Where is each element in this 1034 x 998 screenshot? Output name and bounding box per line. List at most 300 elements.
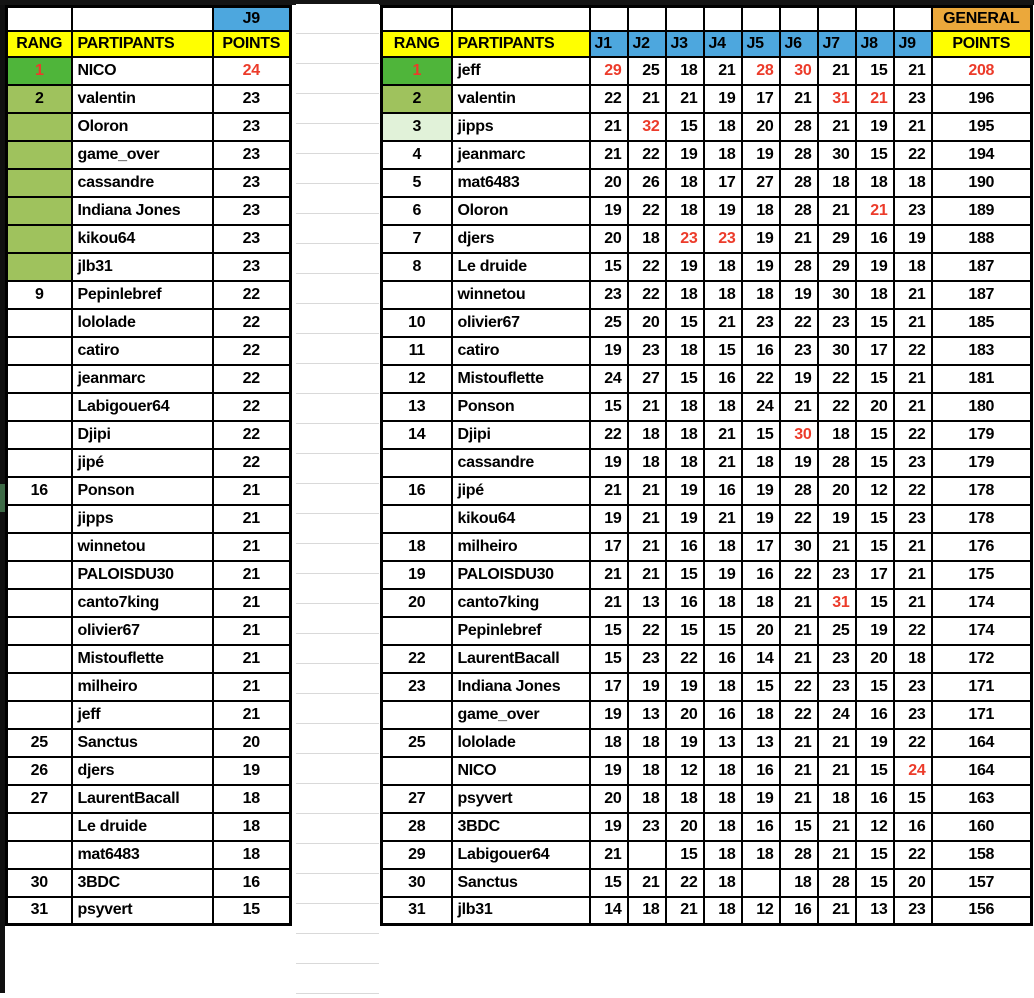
participant-cell[interactable]: Labigouer64 bbox=[452, 841, 590, 869]
rank-cell[interactable] bbox=[7, 701, 72, 729]
points-cell[interactable]: 208 bbox=[932, 57, 1032, 85]
day-score-cell[interactable]: 21 bbox=[856, 197, 894, 225]
day-score-cell[interactable]: 25 bbox=[818, 617, 856, 645]
rank-cell[interactable] bbox=[382, 281, 452, 309]
day-score-cell[interactable]: 29 bbox=[818, 253, 856, 281]
points-cell[interactable]: 21 bbox=[213, 533, 291, 561]
day-score-cell[interactable]: 21 bbox=[780, 729, 818, 757]
day-label-cell[interactable]: J9 bbox=[213, 7, 291, 31]
points-cell[interactable]: 22 bbox=[213, 393, 291, 421]
participant-cell[interactable]: LaurentBacall bbox=[72, 785, 213, 813]
rank-cell[interactable]: 31 bbox=[382, 897, 452, 925]
day-score-cell[interactable]: 20 bbox=[590, 785, 628, 813]
day-score-cell[interactable]: 13 bbox=[856, 897, 894, 925]
day-score-cell[interactable]: 12 bbox=[666, 757, 704, 785]
day-score-cell[interactable]: 15 bbox=[590, 869, 628, 897]
day-score-cell[interactable]: 23 bbox=[818, 673, 856, 701]
points-cell[interactable]: 23 bbox=[213, 85, 291, 113]
day-score-cell[interactable]: 22 bbox=[818, 365, 856, 393]
day-score-cell[interactable]: 28 bbox=[780, 169, 818, 197]
empty-cell[interactable] bbox=[382, 7, 452, 31]
day-score-cell[interactable]: 28 bbox=[818, 449, 856, 477]
points-cell[interactable]: 20 bbox=[213, 729, 291, 757]
rank-cell[interactable] bbox=[7, 393, 72, 421]
day-score-cell[interactable]: 18 bbox=[704, 813, 742, 841]
participant-cell[interactable]: jeanmarc bbox=[72, 365, 213, 393]
day-score-cell[interactable]: 15 bbox=[856, 505, 894, 533]
points-cell[interactable]: 16 bbox=[213, 869, 291, 897]
day-score-cell[interactable]: 24 bbox=[742, 393, 780, 421]
day-score-cell[interactable]: 17 bbox=[590, 673, 628, 701]
points-cell[interactable]: 23 bbox=[213, 197, 291, 225]
day-score-cell[interactable]: 19 bbox=[666, 673, 704, 701]
participant-cell[interactable]: jlb31 bbox=[452, 897, 590, 925]
day-score-cell[interactable]: 22 bbox=[894, 841, 932, 869]
rank-cell[interactable] bbox=[7, 449, 72, 477]
day-score-cell[interactable]: 13 bbox=[628, 589, 666, 617]
day-score-cell[interactable]: 21 bbox=[628, 85, 666, 113]
day-score-cell[interactable]: 23 bbox=[894, 897, 932, 925]
day-score-cell[interactable]: 21 bbox=[704, 449, 742, 477]
day-score-cell[interactable]: 24 bbox=[894, 757, 932, 785]
participant-cell[interactable]: Labigouer64 bbox=[72, 393, 213, 421]
day-score-cell[interactable]: 13 bbox=[628, 701, 666, 729]
day-score-cell[interactable]: 27 bbox=[628, 365, 666, 393]
empty-cell[interactable] bbox=[628, 7, 666, 31]
day-score-cell[interactable]: 18 bbox=[628, 225, 666, 253]
participant-cell[interactable]: jipps bbox=[452, 113, 590, 141]
day-score-cell[interactable]: 31 bbox=[818, 85, 856, 113]
participant-cell[interactable]: jipé bbox=[452, 477, 590, 505]
rank-cell[interactable]: 30 bbox=[7, 869, 72, 897]
day-score-cell[interactable]: 19 bbox=[590, 337, 628, 365]
day-score-cell[interactable]: 19 bbox=[628, 673, 666, 701]
day-header-j9[interactable]: J9 bbox=[894, 31, 932, 57]
empty-cell[interactable] bbox=[590, 7, 628, 31]
points-cell[interactable]: 190 bbox=[932, 169, 1032, 197]
day-score-cell[interactable]: 18 bbox=[704, 253, 742, 281]
participant-cell[interactable]: Mistouflette bbox=[72, 645, 213, 673]
day-score-cell[interactable]: 18 bbox=[704, 841, 742, 869]
day-score-cell[interactable]: 23 bbox=[628, 645, 666, 673]
day-score-cell[interactable] bbox=[628, 841, 666, 869]
participant-cell[interactable]: lololade bbox=[72, 309, 213, 337]
day-score-cell[interactable]: 19 bbox=[590, 197, 628, 225]
day-score-cell[interactable]: 23 bbox=[894, 449, 932, 477]
participants-header[interactable]: PARTIPANTS bbox=[72, 31, 213, 57]
participant-cell[interactable]: cassandre bbox=[452, 449, 590, 477]
day-score-cell[interactable]: 20 bbox=[742, 617, 780, 645]
participant-cell[interactable]: cassandre bbox=[72, 169, 213, 197]
day-score-cell[interactable]: 15 bbox=[666, 365, 704, 393]
points-cell[interactable]: 22 bbox=[213, 365, 291, 393]
day-score-cell[interactable]: 23 bbox=[818, 561, 856, 589]
rank-cell[interactable] bbox=[7, 225, 72, 253]
rank-cell[interactable] bbox=[382, 617, 452, 645]
day-score-cell[interactable]: 21 bbox=[590, 141, 628, 169]
rank-cell[interactable] bbox=[7, 309, 72, 337]
participant-cell[interactable]: Oloron bbox=[72, 113, 213, 141]
day-score-cell[interactable]: 18 bbox=[818, 421, 856, 449]
day-score-cell[interactable]: 21 bbox=[704, 421, 742, 449]
day-score-cell[interactable]: 23 bbox=[628, 337, 666, 365]
day-score-cell[interactable]: 19 bbox=[666, 477, 704, 505]
day-score-cell[interactable]: 23 bbox=[894, 197, 932, 225]
day-score-cell[interactable]: 18 bbox=[742, 449, 780, 477]
day-score-cell[interactable]: 18 bbox=[704, 785, 742, 813]
day-score-cell[interactable]: 21 bbox=[818, 729, 856, 757]
day-score-cell[interactable]: 15 bbox=[666, 617, 704, 645]
day-score-cell[interactable]: 19 bbox=[704, 197, 742, 225]
rank-cell[interactable]: 11 bbox=[382, 337, 452, 365]
points-cell[interactable]: 178 bbox=[932, 477, 1032, 505]
participants-header[interactable]: PARTIPANTS bbox=[452, 31, 590, 57]
points-cell[interactable]: 156 bbox=[932, 897, 1032, 925]
day-score-cell[interactable]: 19 bbox=[742, 253, 780, 281]
rank-cell[interactable] bbox=[7, 253, 72, 281]
day-score-cell[interactable]: 22 bbox=[628, 617, 666, 645]
participant-cell[interactable]: Djipi bbox=[452, 421, 590, 449]
points-cell[interactable]: 18 bbox=[213, 813, 291, 841]
day-score-cell[interactable]: 15 bbox=[856, 757, 894, 785]
day-score-cell[interactable]: 15 bbox=[704, 337, 742, 365]
day-score-cell[interactable]: 30 bbox=[780, 57, 818, 85]
points-cell[interactable]: 21 bbox=[213, 701, 291, 729]
points-cell[interactable]: 171 bbox=[932, 701, 1032, 729]
rank-cell[interactable]: 9 bbox=[7, 281, 72, 309]
day-score-cell[interactable]: 15 bbox=[856, 841, 894, 869]
day-score-cell[interactable]: 19 bbox=[856, 113, 894, 141]
day-score-cell[interactable]: 21 bbox=[628, 505, 666, 533]
points-cell[interactable]: 187 bbox=[932, 281, 1032, 309]
day-score-cell[interactable]: 21 bbox=[590, 477, 628, 505]
rank-cell[interactable]: 1 bbox=[382, 57, 452, 85]
rank-cell[interactable]: 22 bbox=[382, 645, 452, 673]
day-score-cell[interactable]: 26 bbox=[628, 169, 666, 197]
day-score-cell[interactable]: 21 bbox=[894, 561, 932, 589]
day-score-cell[interactable]: 19 bbox=[590, 505, 628, 533]
day-score-cell[interactable]: 21 bbox=[704, 57, 742, 85]
points-cell[interactable]: 21 bbox=[213, 673, 291, 701]
day-score-cell[interactable]: 18 bbox=[704, 757, 742, 785]
points-cell[interactable]: 21 bbox=[213, 645, 291, 673]
day-score-cell[interactable]: 21 bbox=[894, 57, 932, 85]
empty-cell[interactable] bbox=[7, 7, 72, 31]
rank-cell[interactable] bbox=[7, 589, 72, 617]
rank-cell[interactable]: 31 bbox=[7, 897, 72, 925]
participant-cell[interactable]: valentin bbox=[452, 85, 590, 113]
participant-cell[interactable]: Oloron bbox=[452, 197, 590, 225]
participant-cell[interactable]: djers bbox=[72, 757, 213, 785]
day-score-cell[interactable]: 12 bbox=[856, 477, 894, 505]
participant-cell[interactable]: LaurentBacall bbox=[452, 645, 590, 673]
day-score-cell[interactable]: 19 bbox=[856, 617, 894, 645]
day-score-cell[interactable]: 22 bbox=[666, 645, 704, 673]
rank-cell[interactable]: 2 bbox=[7, 85, 72, 113]
day-score-cell[interactable]: 21 bbox=[818, 57, 856, 85]
day-score-cell[interactable]: 23 bbox=[818, 645, 856, 673]
day-score-cell[interactable]: 21 bbox=[628, 533, 666, 561]
points-cell[interactable]: 160 bbox=[932, 813, 1032, 841]
day-score-cell[interactable]: 19 bbox=[666, 141, 704, 169]
day-score-cell[interactable]: 22 bbox=[628, 253, 666, 281]
day-score-cell[interactable]: 18 bbox=[704, 113, 742, 141]
day-score-cell[interactable]: 15 bbox=[742, 421, 780, 449]
day-score-cell[interactable]: 19 bbox=[590, 449, 628, 477]
rank-cell[interactable]: 6 bbox=[382, 197, 452, 225]
points-cell[interactable]: 22 bbox=[213, 309, 291, 337]
day-score-cell[interactable]: 30 bbox=[818, 337, 856, 365]
rank-cell[interactable] bbox=[7, 645, 72, 673]
day-score-cell[interactable]: 18 bbox=[742, 281, 780, 309]
day-score-cell[interactable]: 12 bbox=[856, 813, 894, 841]
rank-cell[interactable]: 16 bbox=[382, 477, 452, 505]
rank-cell[interactable] bbox=[382, 505, 452, 533]
day-score-cell[interactable]: 21 bbox=[818, 841, 856, 869]
points-cell[interactable]: 183 bbox=[932, 337, 1032, 365]
day-score-cell[interactable]: 19 bbox=[590, 813, 628, 841]
rank-cell[interactable] bbox=[382, 757, 452, 785]
rank-cell[interactable] bbox=[382, 701, 452, 729]
day-score-cell[interactable]: 15 bbox=[856, 421, 894, 449]
day-score-cell[interactable]: 18 bbox=[780, 869, 818, 897]
day-score-cell[interactable]: 22 bbox=[780, 309, 818, 337]
day-score-cell[interactable]: 15 bbox=[856, 673, 894, 701]
day-score-cell[interactable]: 21 bbox=[818, 197, 856, 225]
day-score-cell[interactable]: 21 bbox=[628, 393, 666, 421]
day-score-cell[interactable]: 19 bbox=[704, 561, 742, 589]
day-score-cell[interactable]: 14 bbox=[742, 645, 780, 673]
rank-cell[interactable]: 2 bbox=[382, 85, 452, 113]
day-header-j2[interactable]: J2 bbox=[628, 31, 666, 57]
day-score-cell[interactable]: 21 bbox=[818, 113, 856, 141]
day-score-cell[interactable]: 23 bbox=[894, 701, 932, 729]
day-score-cell[interactable]: 24 bbox=[818, 701, 856, 729]
day-score-cell[interactable]: 15 bbox=[590, 617, 628, 645]
day-score-cell[interactable]: 18 bbox=[628, 785, 666, 813]
empty-cell[interactable] bbox=[666, 7, 704, 31]
points-cell[interactable]: 24 bbox=[213, 57, 291, 85]
participant-cell[interactable]: olivier67 bbox=[452, 309, 590, 337]
day-score-cell[interactable]: 18 bbox=[666, 57, 704, 85]
day-score-cell[interactable]: 22 bbox=[742, 365, 780, 393]
day-score-cell[interactable]: 22 bbox=[780, 505, 818, 533]
day-score-cell[interactable]: 18 bbox=[818, 169, 856, 197]
points-cell[interactable]: 18 bbox=[213, 841, 291, 869]
day-score-cell[interactable]: 15 bbox=[666, 841, 704, 869]
participant-cell[interactable]: jeanmarc bbox=[452, 141, 590, 169]
day-score-cell[interactable]: 21 bbox=[818, 757, 856, 785]
day-score-cell[interactable]: 14 bbox=[590, 897, 628, 925]
day-score-cell[interactable]: 19 bbox=[856, 729, 894, 757]
day-score-cell[interactable]: 23 bbox=[628, 813, 666, 841]
day-score-cell[interactable]: 18 bbox=[704, 533, 742, 561]
participant-cell[interactable]: Sanctus bbox=[72, 729, 213, 757]
participant-cell[interactable]: jlb31 bbox=[72, 253, 213, 281]
day-header-j8[interactable]: J8 bbox=[856, 31, 894, 57]
day-score-cell[interactable]: 18 bbox=[856, 169, 894, 197]
day-score-cell[interactable]: 15 bbox=[666, 113, 704, 141]
participant-cell[interactable]: NICO bbox=[72, 57, 213, 85]
participant-cell[interactable]: game_over bbox=[72, 141, 213, 169]
participant-cell[interactable]: psyvert bbox=[72, 897, 213, 925]
empty-cell[interactable] bbox=[452, 7, 590, 31]
day-header-j3[interactable]: J3 bbox=[666, 31, 704, 57]
day-score-cell[interactable]: 20 bbox=[628, 309, 666, 337]
day-score-cell[interactable]: 18 bbox=[742, 197, 780, 225]
day-score-cell[interactable]: 21 bbox=[894, 365, 932, 393]
day-score-cell[interactable]: 30 bbox=[780, 533, 818, 561]
day-score-cell[interactable]: 13 bbox=[742, 729, 780, 757]
rank-cell[interactable]: 14 bbox=[382, 421, 452, 449]
day-score-cell[interactable]: 15 bbox=[856, 589, 894, 617]
rank-cell[interactable]: 25 bbox=[382, 729, 452, 757]
day-score-cell[interactable]: 21 bbox=[780, 785, 818, 813]
rank-cell[interactable] bbox=[7, 617, 72, 645]
day-score-cell[interactable]: 19 bbox=[742, 477, 780, 505]
participant-cell[interactable]: milheiro bbox=[72, 673, 213, 701]
points-cell[interactable]: 171 bbox=[932, 673, 1032, 701]
rank-cell[interactable]: 8 bbox=[382, 253, 452, 281]
day-score-cell[interactable]: 18 bbox=[856, 281, 894, 309]
day-score-cell[interactable]: 18 bbox=[666, 169, 704, 197]
participant-cell[interactable]: kikou64 bbox=[452, 505, 590, 533]
day-score-cell[interactable]: 19 bbox=[742, 785, 780, 813]
day-score-cell[interactable]: 21 bbox=[704, 505, 742, 533]
points-cell[interactable]: 164 bbox=[932, 729, 1032, 757]
day-score-cell[interactable]: 18 bbox=[628, 421, 666, 449]
day-score-cell[interactable]: 16 bbox=[856, 225, 894, 253]
day-score-cell[interactable]: 20 bbox=[856, 393, 894, 421]
day-score-cell[interactable]: 28 bbox=[780, 197, 818, 225]
points-cell[interactable]: 175 bbox=[932, 561, 1032, 589]
day-score-cell[interactable]: 21 bbox=[590, 841, 628, 869]
points-cell[interactable]: 164 bbox=[932, 757, 1032, 785]
points-cell[interactable]: 22 bbox=[213, 281, 291, 309]
day-score-cell[interactable]: 25 bbox=[628, 57, 666, 85]
day-score-cell[interactable]: 15 bbox=[856, 57, 894, 85]
rank-cell[interactable] bbox=[7, 365, 72, 393]
points-cell[interactable]: 22 bbox=[213, 421, 291, 449]
empty-cell[interactable] bbox=[856, 7, 894, 31]
day-score-cell[interactable]: 20 bbox=[856, 645, 894, 673]
participant-cell[interactable]: winnetou bbox=[72, 533, 213, 561]
empty-cell[interactable] bbox=[818, 7, 856, 31]
day-score-cell[interactable]: 21 bbox=[704, 309, 742, 337]
rank-cell[interactable] bbox=[7, 169, 72, 197]
day-score-cell[interactable]: 15 bbox=[666, 309, 704, 337]
rank-cell[interactable]: 5 bbox=[382, 169, 452, 197]
day-score-cell[interactable]: 21 bbox=[628, 869, 666, 897]
day-score-cell[interactable]: 21 bbox=[590, 589, 628, 617]
day-score-cell[interactable]: 22 bbox=[628, 197, 666, 225]
day-score-cell[interactable]: 29 bbox=[590, 57, 628, 85]
day-score-cell[interactable]: 15 bbox=[666, 561, 704, 589]
participant-cell[interactable]: psyvert bbox=[452, 785, 590, 813]
rank-cell[interactable] bbox=[7, 841, 72, 869]
day-score-cell[interactable]: 13 bbox=[704, 729, 742, 757]
day-score-cell[interactable]: 23 bbox=[704, 225, 742, 253]
participant-cell[interactable]: PALOISDU30 bbox=[452, 561, 590, 589]
day-score-cell[interactable]: 16 bbox=[894, 813, 932, 841]
day-score-cell[interactable]: 21 bbox=[628, 561, 666, 589]
rank-cell[interactable]: 29 bbox=[382, 841, 452, 869]
day-score-cell[interactable]: 23 bbox=[894, 505, 932, 533]
participant-cell[interactable]: winnetou bbox=[452, 281, 590, 309]
points-cell[interactable]: 195 bbox=[932, 113, 1032, 141]
rank-cell[interactable]: 30 bbox=[382, 869, 452, 897]
day-score-cell[interactable]: 16 bbox=[666, 589, 704, 617]
day-score-cell[interactable]: 17 bbox=[742, 533, 780, 561]
participant-cell[interactable]: Indiana Jones bbox=[72, 197, 213, 225]
day-score-cell[interactable]: 21 bbox=[666, 85, 704, 113]
day-score-cell[interactable]: 18 bbox=[894, 253, 932, 281]
participant-cell[interactable]: mat6483 bbox=[72, 841, 213, 869]
participant-cell[interactable]: catiro bbox=[452, 337, 590, 365]
empty-cell[interactable] bbox=[780, 7, 818, 31]
day-score-cell[interactable]: 21 bbox=[780, 645, 818, 673]
day-score-cell[interactable]: 27 bbox=[742, 169, 780, 197]
day-score-cell[interactable]: 18 bbox=[742, 589, 780, 617]
rank-cell[interactable] bbox=[7, 533, 72, 561]
day-score-cell[interactable]: 22 bbox=[894, 421, 932, 449]
day-score-cell[interactable]: 21 bbox=[894, 281, 932, 309]
points-cell[interactable]: 185 bbox=[932, 309, 1032, 337]
day-score-cell[interactable]: 28 bbox=[780, 141, 818, 169]
day-score-cell[interactable]: 20 bbox=[590, 169, 628, 197]
day-score-cell[interactable]: 28 bbox=[780, 477, 818, 505]
points-cell[interactable]: 163 bbox=[932, 785, 1032, 813]
points-cell[interactable]: 189 bbox=[932, 197, 1032, 225]
day-score-cell[interactable]: 22 bbox=[628, 281, 666, 309]
day-score-cell[interactable]: 21 bbox=[780, 393, 818, 421]
day-score-cell[interactable]: 18 bbox=[666, 785, 704, 813]
day-score-cell[interactable]: 20 bbox=[818, 477, 856, 505]
day-score-cell[interactable]: 16 bbox=[704, 477, 742, 505]
day-score-cell[interactable]: 23 bbox=[894, 85, 932, 113]
day-score-cell[interactable]: 18 bbox=[628, 757, 666, 785]
rank-cell[interactable] bbox=[7, 141, 72, 169]
day-score-cell[interactable]: 28 bbox=[780, 841, 818, 869]
participant-cell[interactable]: PALOISDU30 bbox=[72, 561, 213, 589]
day-score-cell[interactable]: 15 bbox=[856, 365, 894, 393]
day-score-cell[interactable]: 22 bbox=[780, 673, 818, 701]
day-score-cell[interactable]: 23 bbox=[742, 309, 780, 337]
day-score-cell[interactable]: 16 bbox=[856, 701, 894, 729]
day-score-cell[interactable]: 15 bbox=[780, 813, 818, 841]
day-score-cell[interactable]: 18 bbox=[894, 169, 932, 197]
points-header[interactable]: POINTS bbox=[213, 31, 291, 57]
points-cell[interactable]: 180 bbox=[932, 393, 1032, 421]
rank-cell[interactable]: 19 bbox=[382, 561, 452, 589]
points-cell[interactable]: 15 bbox=[213, 897, 291, 925]
day-score-cell[interactable]: 16 bbox=[742, 337, 780, 365]
rank-cell[interactable] bbox=[7, 197, 72, 225]
day-score-cell[interactable]: 23 bbox=[894, 673, 932, 701]
rank-cell[interactable] bbox=[7, 113, 72, 141]
day-score-cell[interactable]: 21 bbox=[590, 113, 628, 141]
day-score-cell[interactable]: 17 bbox=[856, 561, 894, 589]
participant-cell[interactable]: jipps bbox=[72, 505, 213, 533]
day-score-cell[interactable]: 19 bbox=[704, 85, 742, 113]
day-score-cell[interactable]: 17 bbox=[704, 169, 742, 197]
day-header-j4[interactable]: J4 bbox=[704, 31, 742, 57]
day-score-cell[interactable]: 16 bbox=[780, 897, 818, 925]
day-score-cell[interactable]: 22 bbox=[894, 141, 932, 169]
day-score-cell[interactable]: 22 bbox=[666, 869, 704, 897]
rank-cell[interactable]: 4 bbox=[382, 141, 452, 169]
day-score-cell[interactable] bbox=[742, 869, 780, 897]
